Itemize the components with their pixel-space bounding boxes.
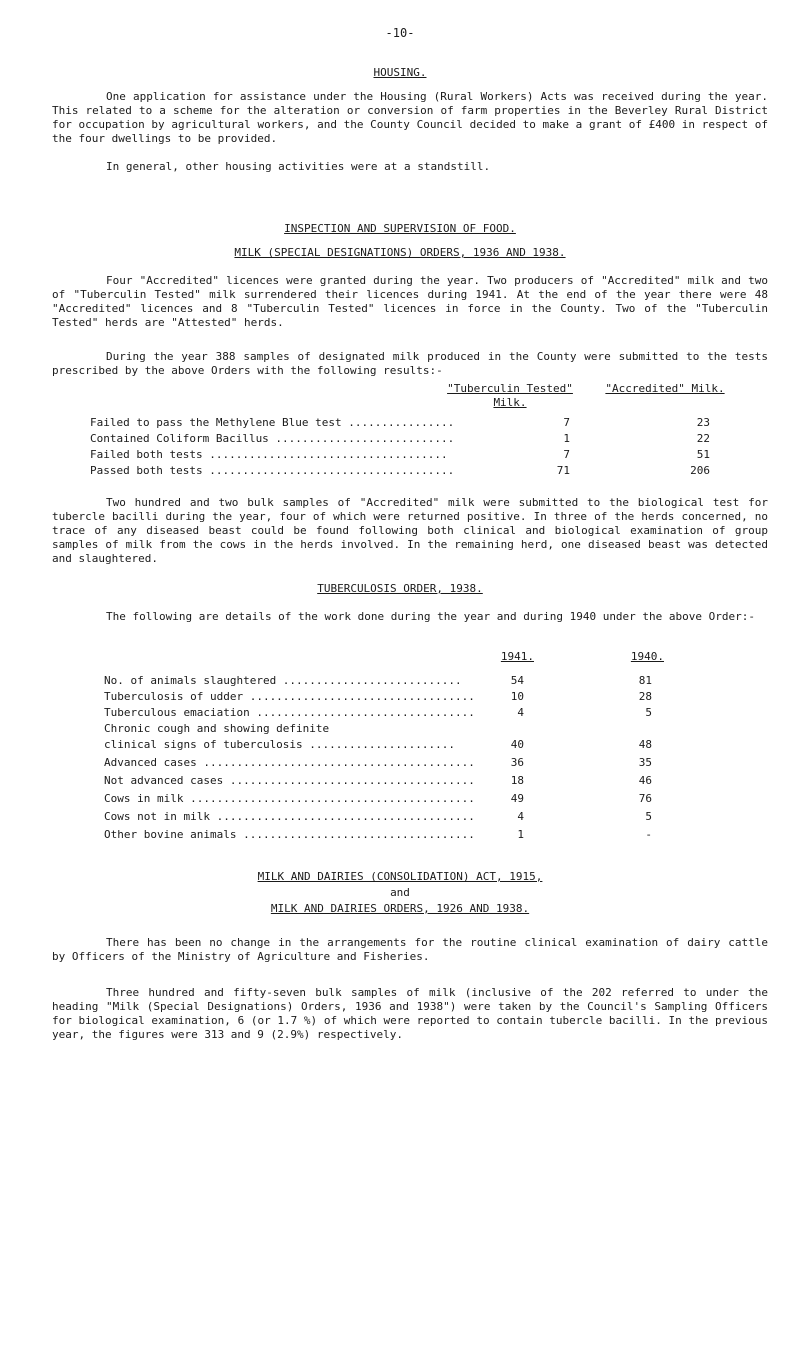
column-header-tuberculin-tested: "Tuberculin Tested" Milk. [447,382,573,409]
tuberculosis-order-heading: TUBERCULOSIS ORDER, 1938. [317,582,483,595]
housing-paragraph-2 [52,160,768,174]
table-row [104,810,754,826]
table-row [104,690,754,706]
housing-heading: HOUSING. [373,66,427,79]
row-label: Advanced cases ......................................... [104,756,475,769]
tuberculin-tested-value: 7 [563,448,570,461]
table-row [104,792,754,808]
table-row [90,464,740,480]
value-1940: - [645,828,652,841]
row-label: Failed both tests .................................... [90,448,448,461]
table-row [104,828,754,844]
tuberculosis-order-paragraph-text: The following are details of the work done during the year and during 1940 under the above Order:- [106,610,756,623]
table-row [104,774,754,790]
column-header-1940: 1940. [630,650,664,663]
dairies-paragraph-2 [52,986,768,1042]
table-row [90,432,740,448]
accredited-value: 51 [696,448,710,461]
value-1941: 4 [517,810,524,823]
value-1941: 36 [510,756,524,769]
inspection-paragraph-1-text: Four "Accredited" licences were granted during the year. Two producers of "Accredited" milk and two of "Tuberculin Tested" milk surrendered their licences during 1941. At the end of the year there were 48 "Accredited" licences and 8 "Tuberculin Tested" licences in force in the County. Two of the "Tuberculin Tested" herds are "Attested" herds. [52,274,768,329]
milk-dairies-act-heading: MILK AND DAIRIES (CONSOLIDATION) ACT, 1915, [257,870,543,883]
tuberculosis-order-paragraph [52,610,768,624]
value-1940: 5 [645,706,652,719]
table-row [104,738,754,754]
value-1941: 54 [510,674,524,687]
column-header-accredited: "Accredited" Milk. [605,382,725,395]
row-label: Contained Coliform Bacillus ........................... [90,432,455,445]
dairies-paragraph-1 [52,936,768,964]
tuberculin-tested-value: 7 [563,416,570,429]
bulk-samples-paragraph-text: Two hundred and two bulk samples of "Accredited" milk were submitted to the biological test for tubercle bacilli during the year, four of which were returned positive. In three of the herds concerned, no trace of any diseased beast could be found following both clinical and biological examination of group samples of milk from the cows in the herds involved. In the remaining herd, one diseased beast was detected and slaughtered. [52,496,768,565]
milk-orders-subheading: MILK (SPECIAL DESIGNATIONS) ORDERS, 1936 AND 1938. [234,246,566,259]
value-1940: 46 [638,774,652,787]
value-1940: 76 [638,792,652,805]
value-1941: 40 [510,738,524,751]
inspection-heading: INSPECTION AND SUPERVISION OF FOOD. [284,222,516,235]
row-label: Not advanced cases ..................................... [104,774,475,787]
value-1940: 28 [638,690,652,703]
row-label: Chronic cough and showing definite [104,722,330,735]
heading-conjunction: and [390,886,410,899]
table-row [104,706,754,722]
dairies-paragraph-2-text: Three hundred and fifty-seven bulk samples of milk (inclusive of the 202 referred to under the heading "Milk (Special Designations) Orders, 1936 and 1938") were taken by the Council's Sampling Officers for biological examination, 6 (or 1.7 %) of which were reported to contain tubercle bacilli. In the previous year, the figures were 313 and 9 (2.9%) respectively. [52,986,768,1041]
row-label: No. of animals slaughtered ........................... [104,674,462,687]
row-label: Tuberculosis of udder .................................. [104,690,475,703]
table-row [90,416,740,432]
page-number: -10- [385,26,415,40]
table-row [104,756,754,772]
inspection-paragraph-1 [52,274,768,330]
inspection-paragraph-2 [52,350,768,378]
value-1940: 35 [638,756,652,769]
row-label: Cows in milk ........................................... [104,792,475,805]
value-1941: 10 [510,690,524,703]
row-label: Failed to pass the Methylene Blue test ................ [90,416,455,429]
value-1941: 4 [517,706,524,719]
value-1940: 5 [645,810,652,823]
table-row [90,448,740,464]
column-header-1941: 1941. [500,650,534,663]
housing-paragraph-1 [52,90,768,146]
row-label: clinical signs of tuberculosis ...................... [104,738,455,751]
value-1941: 1 [517,828,524,841]
accredited-value: 22 [696,432,710,445]
bulk-samples-paragraph [52,496,768,566]
tuberculin-tested-value: 71 [556,464,570,477]
table-row [104,674,754,690]
row-label: Passed both tests ..................................... [90,464,455,477]
housing-paragraph-2-text: In general, other housing activities were at a standstill. [106,160,491,173]
dairies-paragraph-1-text: There has been no change in the arrangements for the routine clinical examination of dairy cattle by Officers of the Ministry of Agriculture and Fisheries. [52,936,768,963]
accredited-value: 23 [696,416,710,429]
milk-dairies-orders-heading: MILK AND DAIRIES ORDERS, 1926 AND 1938. [270,902,530,915]
row-label: Other bovine animals ................................... [104,828,475,841]
value-1940: 48 [638,738,652,751]
row-label: Cows not in milk ....................................... [104,810,475,823]
value-1941: 49 [510,792,524,805]
value-1941: 18 [510,774,524,787]
value-1940: 81 [638,674,652,687]
table-row [104,722,754,738]
inspection-paragraph-2-text: During the year 388 samples of designated milk produced in the County were submitted to the tests prescribed by the above Orders with the following results:- [52,350,768,377]
housing-paragraph-1-text: One application for assistance under the Housing (Rural Workers) Acts was received during the year. This related to a scheme for the alteration or conversion of farm properties in the Beverley Rural District for occupation by agricultural workers, and the County Council decided to make a grant of £400 in respect of the four dwellings to be provided. [52,90,768,145]
accredited-value: 206 [690,464,710,477]
tuberculin-tested-value: 1 [563,432,570,445]
row-label: Tuberculous emaciation ................................. [104,706,475,719]
